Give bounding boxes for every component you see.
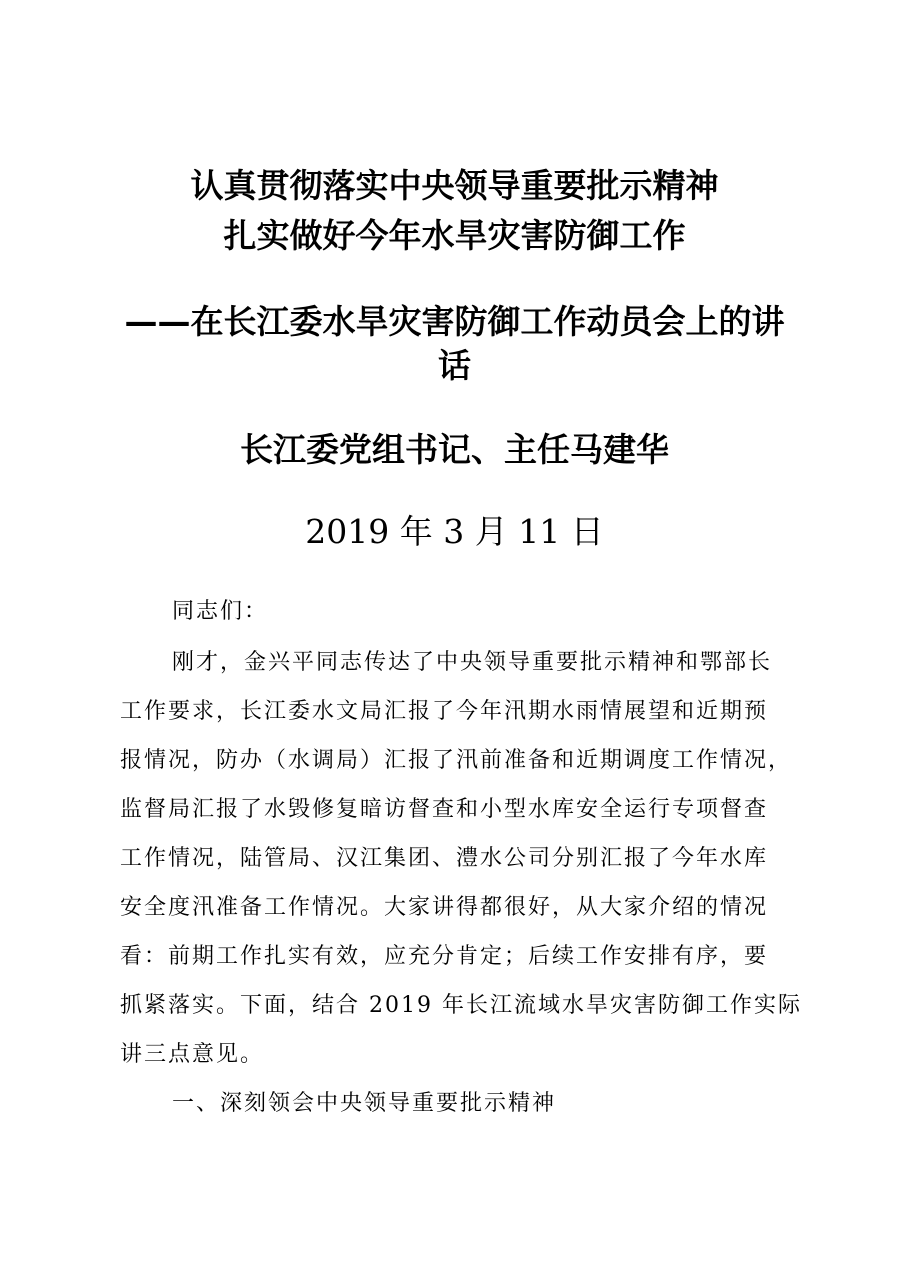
paragraph-line: 刚才，金兴平同志传达了中央领导重要批示精神和鄂部长 <box>172 650 773 675</box>
speaker-line: 长江委党组书记、主任马建华 <box>240 430 669 469</box>
paragraph-line: 抓紧落实。下面，结合 2019 年长江流域水旱灾害防御工作实际 <box>120 993 802 1018</box>
paragraph-line: 报情况，防办（水调局）汇报了汛前准备和近期调度工作情况， <box>120 748 793 773</box>
paragraph-line: 讲三点意见。 <box>120 1042 265 1067</box>
paragraph-line: 看：前期工作扎实有效，应充分肯定；后续工作安排有序，要 <box>120 944 769 969</box>
paragraph-line: 工作情况，陆管局、汉江集团、澧水公司分别汇报了今年水库 <box>120 846 769 871</box>
paragraph-line: 安全度汛准备工作情况。大家讲得都很好，从大家介绍的情况 <box>120 895 769 920</box>
section-heading: 一、深刻领会中央领导重要批示精神 <box>172 1091 557 1116</box>
subtitle-line-2: 话 <box>438 346 471 385</box>
speech-date: 2019 年 3 月 11 日 <box>305 512 604 551</box>
title-line-1: 认真贯彻落实中央领导重要批示精神 <box>190 166 719 205</box>
subtitle-line-1: ——在长江委水旱灾害防御工作动员会上的讲 <box>124 302 785 341</box>
greeting: 同志们： <box>172 599 269 624</box>
paragraph-line: 监督局汇报了水毁修复暗访督查和小型水库安全运行专项督查 <box>120 797 769 822</box>
title-line-2: 扎实做好今年水旱灾害防御工作 <box>223 216 686 255</box>
paragraph-line: 工作要求，长江委水文局汇报了今年汛期水雨情展望和近期预 <box>120 699 769 724</box>
